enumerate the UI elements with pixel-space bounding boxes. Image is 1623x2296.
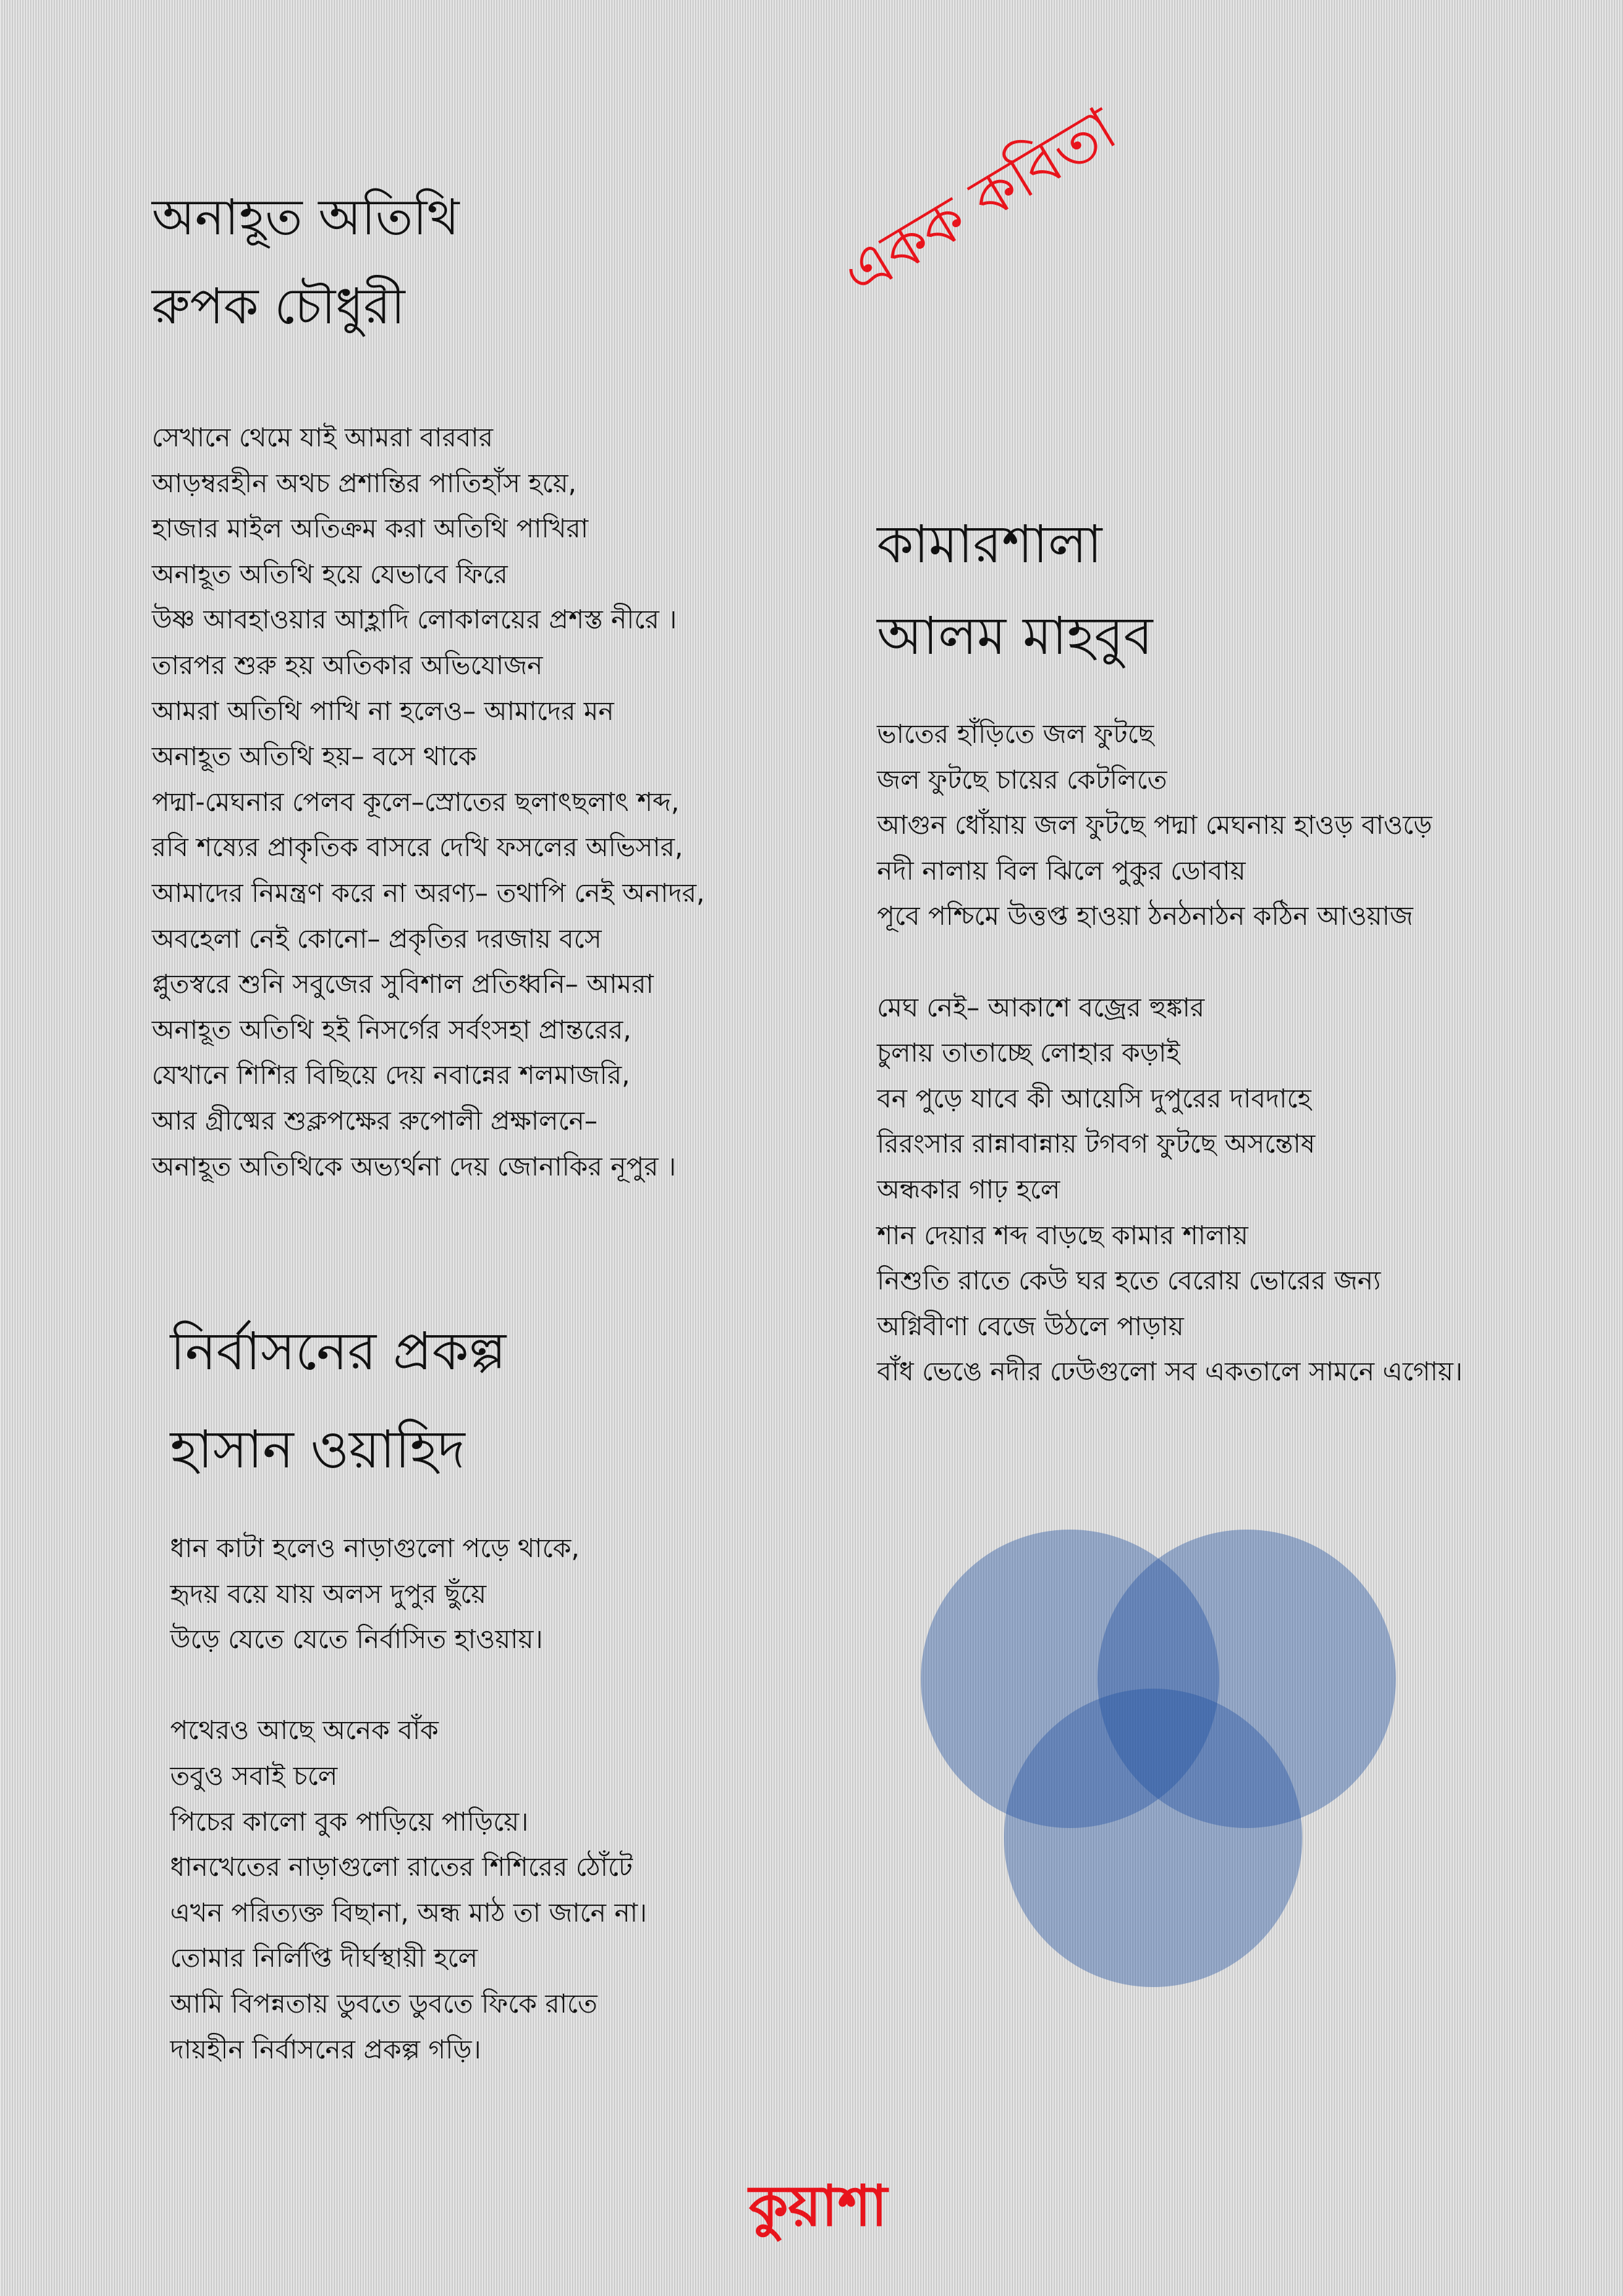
poem-line: জল ফুটছে চায়ের কেটলিতে: [877, 764, 1168, 795]
poem-line: অগ্নিবীণা বেজে উঠলে পাড়ায়: [877, 1311, 1184, 1342]
poem-line: তোমার নির্লিপ্তি দীর্ঘস্থায়ী হলে: [170, 1943, 478, 1974]
poem-line: মেঘ নেই– আকাশে বজ্রের হুঙ্কার: [877, 992, 1205, 1023]
poem-line: আড়ম্বরহীন অথচ প্রশান্তির পাতিহাঁস হয়ে,: [152, 468, 577, 499]
poem-line: আগুন ধোঁয়ায় জল ফুটছে পদ্মা মেঘনায় হাওড় বাওড়ে: [877, 810, 1433, 841]
poem-line: তারপর শুরু হয় অতিকার অভিযোজন: [152, 650, 543, 681]
poem-line: আর গ্রীষ্মের শুক্লপক্ষের রুপোলী প্রক্ষালনে–: [152, 1105, 598, 1136]
poem-line: পূবে পশ্চিমে উত্তপ্ত হাওয়া ঠনঠনাঠন কঠিন আওয়াজ: [877, 901, 1414, 932]
poem-lines: [877, 712, 1463, 1395]
poem-title: নির্বাসনের প্রকল্প: [170, 1321, 507, 1382]
poem-line: পিচের কালো বুক পাড়িয়ে পাড়িয়ে।: [170, 1806, 529, 1837]
poem-line: হাজার মাইল অতিক্রম করা অতিথি পাখিরা: [152, 514, 588, 545]
poem-line: অবহেলা নেই কোনো– প্রকৃতির দরজায় বসে: [152, 924, 602, 954]
poem-line: অনাহূত অতিথি হয়ে যেভাবে ফিরে: [152, 559, 508, 590]
poem-line: রবি শষ্যের প্রাকৃতিক বাসরে দেখি ফসলের অভিসার,: [152, 833, 683, 863]
poem-line: অনাহূত অতিথিকে অভ্যর্থনা দেয় জোনাকির নূপুর ।: [152, 1151, 677, 1182]
poem-line: আমি বিপন্নতায় ডুবতে ডুবতে ফিকে রাতে: [170, 1988, 597, 2019]
poem-line: উষ্ণ আবহাওয়ার আহ্লাদি লোকালয়ের প্রশস্ত নীরে ।: [152, 605, 677, 636]
poem-block: [152, 173, 705, 1190]
poem-line: ধান কাটা হলেও নাড়াগুলো পড়ে থাকে,: [170, 1534, 580, 1564]
poem-line: অনাহূত অতিথি হই নিসর্গের সর্বংসহা প্রান্তরের,: [152, 1014, 632, 1045]
poem-line: প্লুতস্বরে শুনি সবুজের সুবিশাল প্রতিধ্বনি– আমরা: [152, 969, 654, 1000]
poem-line: হৃদয় বয়ে যায় অলস দুপুর ছুঁয়ে: [170, 1579, 487, 1609]
poem-line: বাঁধ ভেঙে নদীর ঢেউগুলো সব একতালে সামনে এগোয়।: [877, 1357, 1463, 1388]
venn-decoration: [916, 1525, 1400, 1996]
poem-block: [877, 499, 1463, 1395]
poem-title: কামারশালা: [877, 514, 1103, 575]
poem-line: পদ্মা-মেঘনার পেলব কূলে–স্রোতের ছলাৎছলাৎ শব্দ,: [152, 787, 679, 817]
poem-line: শান দেয়ার শব্দ বাড়ছে কামার শালায়: [877, 1220, 1249, 1251]
brand-logo: কুয়াশা: [749, 2174, 887, 2239]
poem-lines: [152, 416, 705, 1190]
poem-line: তবুও সবাই চলে: [170, 1761, 338, 1791]
poem-line: চুলায় তাতাচ্ছে লোহার কড়াই: [877, 1038, 1181, 1069]
poem-block: [170, 1302, 647, 2073]
poem-line: বন পুড়ে যাবে কী আয়েসি দুপুরের দাবদাহে: [877, 1083, 1311, 1114]
venn-circle: [1004, 1689, 1302, 1987]
poem-line: সেখানে থেমে যাই আমরা বারবার: [152, 423, 493, 453]
poem-line: নিশুতি রাতে কেউ ঘর হতে বেরোয় ভোরের জন্য: [877, 1266, 1381, 1297]
poem-line: রিরংসার রান্নাবান্নায় টগবগ ফুটছে অসন্তোষ: [877, 1129, 1315, 1160]
poem-line: আমরা অতিথি পাখি না হলেও– আমাদের মন: [152, 696, 615, 726]
poem-line: অনাহূত অতিথি হয়– বসে থাকে: [152, 742, 477, 772]
poem-line: অন্ধকার গাঢ় হলে: [877, 1174, 1060, 1205]
section-label: একক কবিতা: [830, 93, 1129, 311]
poem-author: হাসান ওয়াহিদ: [170, 1419, 465, 1480]
poem-line: আমাদের নিমন্ত্রণ করে না অরণ্য– তথাপি নেই অনাদর,: [152, 878, 705, 908]
poem-author: আলম মাহবুব: [877, 605, 1153, 666]
poem-line: ধানখেতের নাড়াগুলো রাতের শিশিরের ঠোঁটে: [170, 1852, 633, 1883]
poem-line: উড়ে যেতে যেতে নির্বাসিত হাওয়ায়।: [170, 1624, 543, 1655]
poem-line: পথেরও আছে অনেক বাঁক: [170, 1715, 439, 1746]
poem-line: ভাতের হাঁড়িতে জল ফুটছে: [877, 719, 1154, 749]
poem-line: দায়হীন নির্বাসনের প্রকল্প গড়ি।: [170, 2034, 482, 2065]
poem-line: নদী নালায় বিল ঝিলে পুকুর ডোবায়: [877, 855, 1246, 886]
poem-lines: [170, 1526, 647, 2073]
poem-author: রুপক চৌধুরী: [152, 277, 405, 335]
poem-line: যেখানে শিশির বিছিয়ে দেয় নবান্নের শলমাজরি,: [152, 1060, 630, 1091]
poem-title: অনাহূত অতিথি: [152, 188, 459, 246]
poem-line: এখন পরিত্যক্ত বিছানা, অন্ধ মাঠ তা জানে না।: [170, 1897, 647, 1928]
